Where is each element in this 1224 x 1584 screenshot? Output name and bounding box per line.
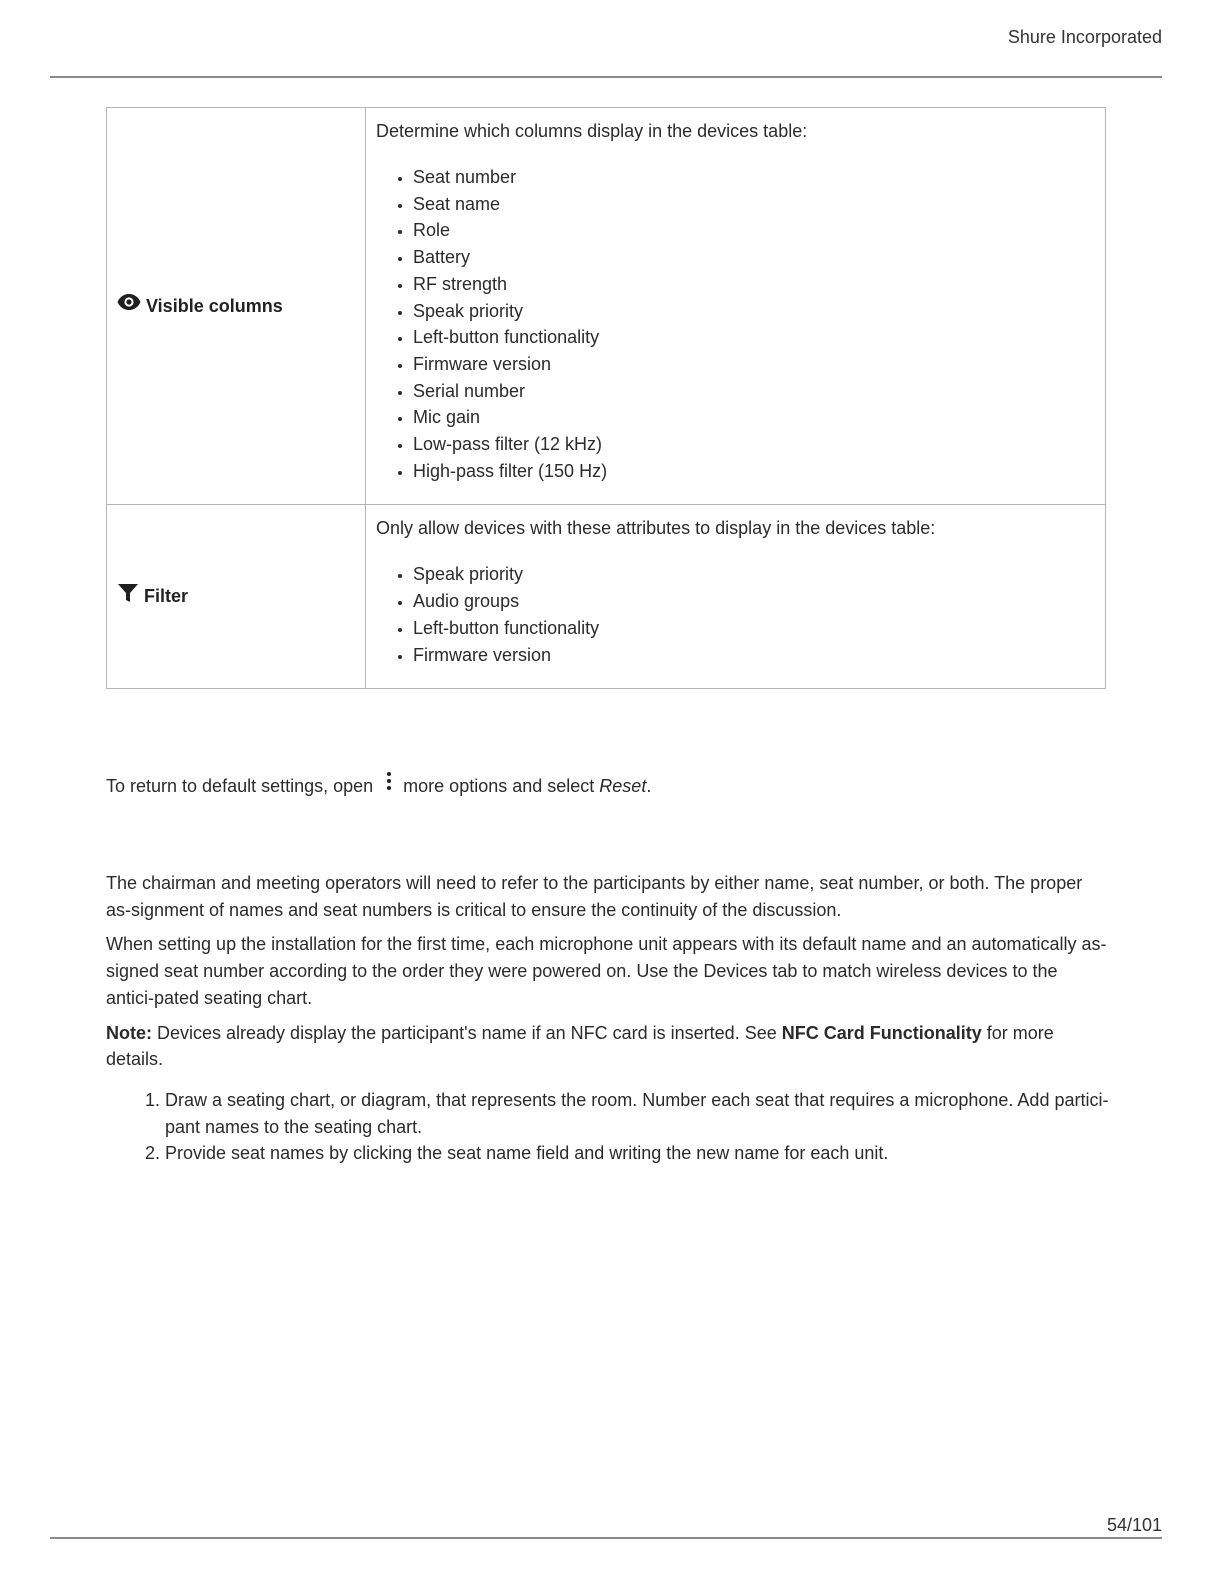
list-item: • RF strength xyxy=(413,271,1095,298)
label-cell-visible-columns xyxy=(107,108,366,505)
list-item: • Audio groups xyxy=(413,588,1095,615)
reset-text-after: more options and select xyxy=(403,776,600,796)
list-item: • Speak priority xyxy=(413,561,1095,588)
filter-intro: Only allow devices with these attributes to display in the devices table: xyxy=(376,518,936,539)
desc-cell-filter xyxy=(366,505,1106,689)
steps-list xyxy=(106,1087,1110,1167)
reset-text-before: To return to default settings, open xyxy=(106,776,374,796)
note-end: for more details. xyxy=(106,1022,1054,1070)
header-company: Shure Incorporated xyxy=(1007,27,1162,47)
note-label: Note: xyxy=(106,1022,152,1043)
visible-columns-intro: Determine which columns display in the devices table: xyxy=(376,121,808,141)
list-item: • Mic gain xyxy=(413,404,1095,431)
paragraph-seat-assignment: The chairman and meeting operators will need to refer to the participants by either name, seat number, or both. The proper as-signment of names and seat numbers is critical to ensure the continuity of the discussion. xyxy=(106,873,1083,920)
list-item: • Role xyxy=(413,217,1095,244)
paragraph-first-setup: When setting up the installation for the first time, each microphone unit appears with its default name and an automatically as-signed seat number according to the order they were powered on. Use the Devices tab to match wireless devices to the antici-pated seating chart. xyxy=(106,934,1107,1008)
list-item: • High-pass filter (150 Hz) xyxy=(413,458,1095,485)
list-item: 1. Draw a seating chart, or diagram, that represents the room. Number each seat that requires a microphone. Add partici-pant names to the seating chart. xyxy=(165,1087,1110,1140)
eye-icon xyxy=(117,293,141,311)
list-item: • Low-pass filter (12 kHz) xyxy=(413,431,1095,458)
list-item: • Firmware version xyxy=(413,642,1095,669)
list-item: • Left-button functionality xyxy=(413,615,1095,642)
list-item: • Seat name xyxy=(413,191,1095,218)
reset-word: Reset xyxy=(599,776,647,796)
footer-rule xyxy=(50,1537,1162,1539)
reset-instruction xyxy=(106,776,651,797)
filter-list xyxy=(376,561,1095,668)
list-item: • Speak priority xyxy=(413,298,1095,325)
visible-columns-label: Visible columns xyxy=(146,295,283,316)
note-paragraph xyxy=(106,1020,1110,1073)
desc-cell-visible-columns xyxy=(366,108,1106,505)
header-rule xyxy=(50,76,1162,78)
list-item: • Firmware version xyxy=(413,351,1095,378)
label-cell-filter xyxy=(107,505,366,689)
page-number: 54/101 xyxy=(1106,1515,1162,1535)
more-options-icon xyxy=(387,770,391,791)
settings-table xyxy=(106,107,1106,689)
filter-label: Filter xyxy=(144,586,189,607)
nfc-card-functionality-link[interactable]: NFC Card Functionality xyxy=(781,1022,982,1043)
body-text xyxy=(106,870,1110,1167)
filter-icon xyxy=(117,582,139,604)
visible-columns-list xyxy=(376,164,1095,484)
list-item: • Battery xyxy=(413,244,1095,271)
list-item: • Seat number xyxy=(413,164,1095,191)
note-text: Devices already display the participant's name if an NFC card is inserted. See xyxy=(152,1022,782,1043)
table-row-filter xyxy=(107,505,1106,689)
list-item: • Serial number xyxy=(413,378,1095,405)
list-item: • Left-button functionality xyxy=(413,324,1095,351)
reset-period: . xyxy=(646,776,652,796)
table-row-visible-columns xyxy=(107,108,1106,505)
list-item: 2. Provide seat names by clicking the seat name field and writing the new name for each unit. xyxy=(165,1140,1110,1167)
